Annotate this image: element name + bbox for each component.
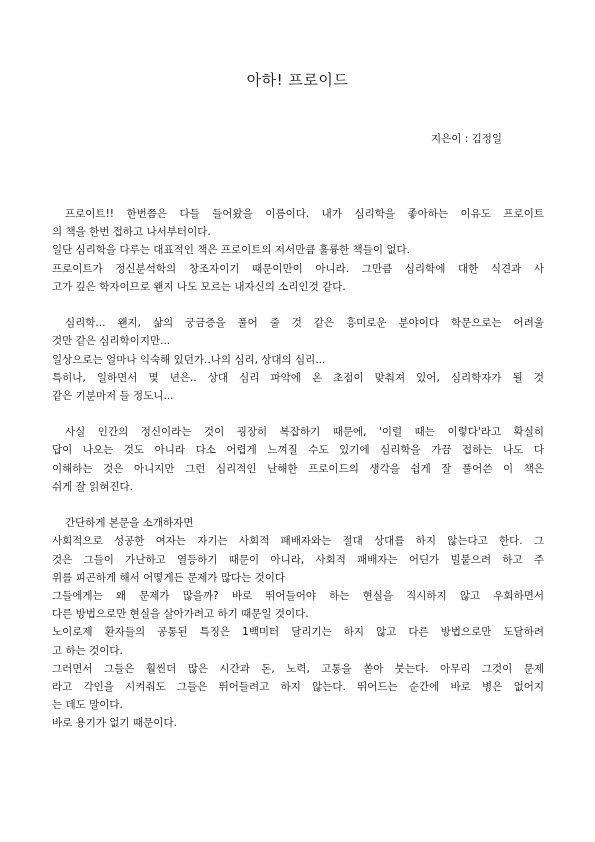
paragraph-line: 다른 방법으로만 현실을 살아가려고 하기 때문일 것이다. [52, 608, 309, 621]
paragraph-line: 고가 깊은 학자이므로 왠지 나도 모르는 내자신의 소리인것 같다. [52, 280, 346, 293]
paragraph-line: 것만 같은 심리학이지만... [52, 335, 171, 348]
paragraph-line: 위를 피곤하게 해서 어떻게든 문제가 많다는 것이다 [52, 571, 286, 584]
paragraph-line: 이해하는 것은 아니지만 그런 심리적인 난해한 프로이드의 생각을 쉽게 잘 풀어쓴 이 책은 [52, 462, 544, 475]
paragraph-line: 답이 나오는 것도 아니라 다소 어렵게 느껴질 수도 있기에 심리학을 가끔 접하는 나도 다 [52, 444, 544, 457]
paragraph-line: 라고 각인을 시켜줘도 그들은 뛰어들려고 하지 않는다. 뛰어드는 순간에 바로 병은 없어지 [52, 680, 544, 693]
paragraph-line: 특히나, 일하면서 몇 년은.. 상대 심리 파악에 온 초점이 맞춰져 있어, 심리학자가 될 것 [52, 371, 544, 384]
paragraph-line: 노이로제 환자들의 공통된 특징은 1백미터 달리기는 하지 않고 다른 방법으로만 도달하려 [52, 626, 544, 639]
author-line: 지은이 : 김정일 [431, 133, 503, 145]
paragraph-line: 간단하게 본문을 소개하자면 [65, 517, 194, 530]
paragraph-line: 그러면서 그들은 훨씬더 많은 시간과 돈, 노력, 고통을 쏟아 붓는다. 아무리 그것이 문제 [52, 662, 544, 675]
body-paragraph [52, 423, 544, 496]
paragraph-line: 고 하는 것이다. [52, 644, 123, 657]
paragraph-line: 프로이트!! 한번쯤은 다들 들어왔을 이름이다. 내가 심리학을 좋아하는 이유도 프로이트 [65, 208, 544, 220]
paragraph-line: 바로 용기가 없기 때문이다. [52, 717, 177, 730]
paragraph-line: 일상으로는 얼마나 익숙해 있던가..나의 심리, 상대의 심리... [52, 353, 326, 366]
paragraph-line: 심리학... 왠지, 삶의 궁금증을 풀어 줄 것 같은 흥미로운 분야이다 학문으로는 어려울 [65, 317, 544, 330]
paragraph-line: 그들에게는 왜 문제가 많을까? 바로 뛰어들어야 하는 현실을 직시하지 않고 우회하면서 [52, 589, 544, 602]
paragraph-line: 사실 인간의 정신이라는 것이 굉장히 복잡하기 때문에, '이럴 때는 이렇다'라고 확실히 [65, 426, 544, 439]
paragraph-line: 쉬게 잘 읽혀진다. [52, 480, 134, 493]
body-paragraph [52, 205, 544, 296]
body-paragraph [52, 314, 544, 405]
paragraph-line: 는 데도 말이다. [52, 699, 123, 712]
paragraph-line: 것은 그들이 가난하고 열등하기 때문이 아니라, 사회적 패배자는 어딘가 빌붙으려 하고 주 [52, 553, 544, 566]
paragraph-line: 일단 심리학을 다루는 대표적인 책은 프로이트의 저서만큼 훌륭한 책들이 없다. [52, 244, 410, 257]
body-paragraph [52, 514, 544, 732]
paragraph-line: 같은 기분마저 들 정도니... [52, 389, 174, 402]
paragraph-line: 사회적으로 성공한 여자는 자기는 사회적 패배자와는 절대 상대를 하지 않는다고 한다. 그 [52, 535, 544, 548]
paragraph-line: 의 책을 한번 접하고 나서부터이다. [52, 226, 211, 239]
document-body [52, 205, 544, 732]
paragraph-line: 프로이트가 정신분석학의 창조자이기 때문이만이 아니라. 그만큼 심리학에 대한 식견과 사 [52, 262, 544, 275]
document-title: 아하! 프로이드 [246, 71, 349, 89]
